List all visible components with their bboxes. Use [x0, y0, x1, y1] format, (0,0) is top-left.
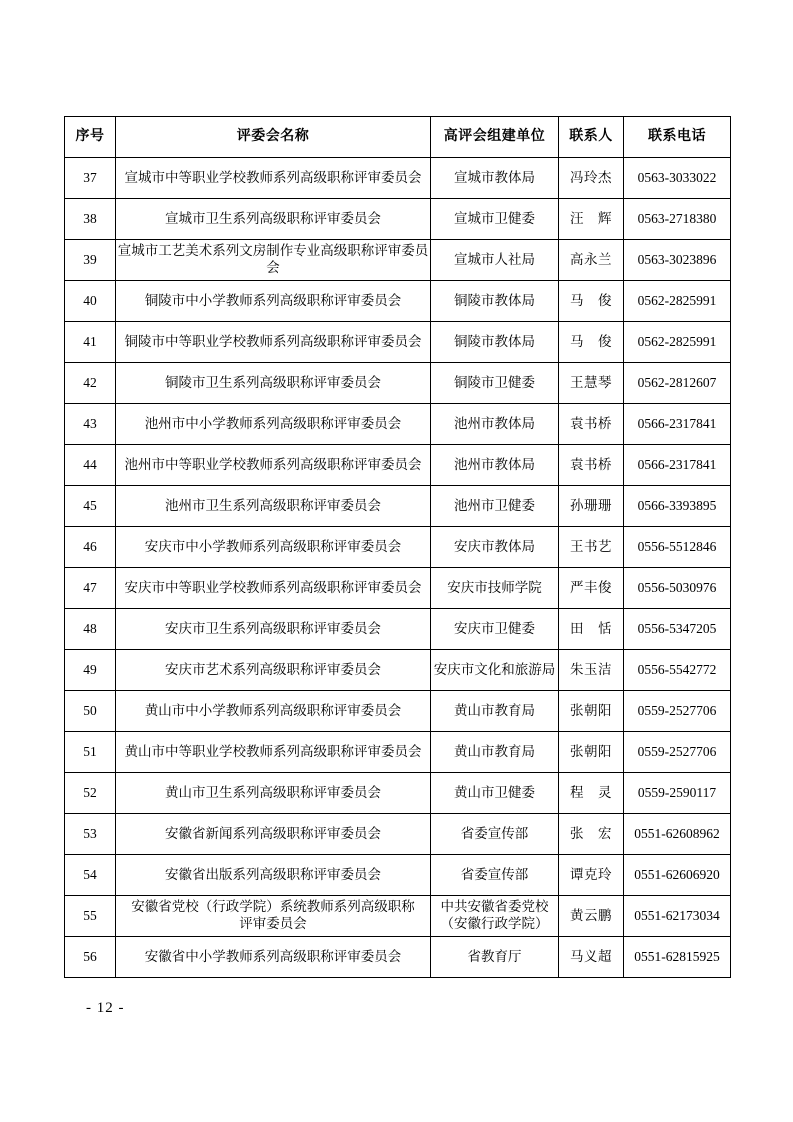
cell-contact-phone: 0562-2825991 — [624, 322, 731, 363]
column-header-person: 联系人 — [559, 117, 624, 158]
cell-contact-person: 谭克玲 — [559, 855, 624, 896]
cell-sequence: 49 — [65, 650, 116, 691]
cell-sequence: 50 — [65, 691, 116, 732]
cell-contact-phone: 0566-2317841 — [624, 445, 731, 486]
cell-contact-person: 汪 辉 — [559, 199, 624, 240]
cell-contact-phone: 0563-2718380 — [624, 199, 731, 240]
cell-organizing-unit: 省委宣传部 — [431, 814, 559, 855]
column-header-unit: 高评会组建单位 — [431, 117, 559, 158]
table-row — [65, 404, 731, 445]
cell-sequence: 54 — [65, 855, 116, 896]
cell-contact-person: 严丰俊 — [559, 568, 624, 609]
cell-contact-phone: 0559-2590117 — [624, 773, 731, 814]
cell-committee-name: 池州市卫生系列高级职称评审委员会 — [116, 486, 431, 527]
cell-organizing-unit: 池州市教体局 — [431, 404, 559, 445]
column-header-name: 评委会名称 — [116, 117, 431, 158]
table-row — [65, 568, 731, 609]
cell-contact-phone: 0566-2317841 — [624, 404, 731, 445]
table-row — [65, 240, 731, 281]
cell-contact-phone: 0551-62606920 — [624, 855, 731, 896]
cell-committee-name: 黄山市中小学教师系列高级职称评审委员会 — [116, 691, 431, 732]
table-row — [65, 199, 731, 240]
cell-contact-person: 张 宏 — [559, 814, 624, 855]
cell-committee-name: 宣城市卫生系列高级职称评审委员会 — [116, 199, 431, 240]
cell-sequence: 39 — [65, 240, 116, 281]
cell-organizing-unit: 省教育厅 — [431, 937, 559, 978]
cell-committee-name: 安庆市卫生系列高级职称评审委员会 — [116, 609, 431, 650]
table-header — [65, 117, 731, 158]
cell-organizing-unit: 省委宣传部 — [431, 855, 559, 896]
cell-committee-name: 安庆市艺术系列高级职称评审委员会 — [116, 650, 431, 691]
table-row — [65, 281, 731, 322]
cell-organizing-unit: 宣城市人社局 — [431, 240, 559, 281]
column-header-phone: 联系电话 — [624, 117, 731, 158]
table-row — [65, 896, 731, 937]
cell-sequence: 37 — [65, 158, 116, 199]
cell-sequence: 45 — [65, 486, 116, 527]
table-row — [65, 773, 731, 814]
cell-sequence: 47 — [65, 568, 116, 609]
cell-contact-phone: 0556-5512846 — [624, 527, 731, 568]
cell-contact-person: 高永兰 — [559, 240, 624, 281]
cell-contact-phone: 0556-5347205 — [624, 609, 731, 650]
cell-committee-name: 安徽省出版系列高级职称评审委员会 — [116, 855, 431, 896]
cell-organizing-unit: 铜陵市教体局 — [431, 322, 559, 363]
cell-organizing-unit: 宣城市卫健委 — [431, 199, 559, 240]
cell-sequence: 42 — [65, 363, 116, 404]
cell-contact-person: 王书艺 — [559, 527, 624, 568]
cell-sequence: 43 — [65, 404, 116, 445]
table-row — [65, 445, 731, 486]
table-header-row — [65, 117, 731, 158]
cell-organizing-unit: 黄山市教育局 — [431, 691, 559, 732]
cell-sequence: 38 — [65, 199, 116, 240]
table-row — [65, 937, 731, 978]
table-body — [65, 158, 731, 978]
cell-contact-phone: 0559-2527706 — [624, 732, 731, 773]
table-row — [65, 814, 731, 855]
cell-contact-person: 袁书桥 — [559, 445, 624, 486]
cell-committee-name: 黄山市中等职业学校教师系列高级职称评审委员会 — [116, 732, 431, 773]
committee-table-wrapper — [64, 116, 730, 978]
cell-sequence: 53 — [65, 814, 116, 855]
cell-committee-name: 黄山市卫生系列高级职称评审委员会 — [116, 773, 431, 814]
table-row — [65, 691, 731, 732]
cell-contact-phone: 0551-62173034 — [624, 896, 731, 937]
cell-contact-person: 张朝阳 — [559, 732, 624, 773]
cell-organizing-unit: 安庆市卫健委 — [431, 609, 559, 650]
cell-committee-name: 铜陵市中等职业学校教师系列高级职称评审委员会 — [116, 322, 431, 363]
cell-contact-person: 冯玲杰 — [559, 158, 624, 199]
table-row — [65, 322, 731, 363]
cell-contact-person: 马 俊 — [559, 322, 624, 363]
cell-organizing-unit: 铜陵市教体局 — [431, 281, 559, 322]
table-row — [65, 650, 731, 691]
cell-committee-name: 铜陵市卫生系列高级职称评审委员会 — [116, 363, 431, 404]
cell-sequence: 44 — [65, 445, 116, 486]
cell-organizing-unit: 宣城市教体局 — [431, 158, 559, 199]
cell-contact-person: 孙珊珊 — [559, 486, 624, 527]
cell-contact-person: 张朝阳 — [559, 691, 624, 732]
cell-committee-name: 池州市中小学教师系列高级职称评审委员会 — [116, 404, 431, 445]
cell-contact-phone: 0559-2527706 — [624, 691, 731, 732]
table-row — [65, 732, 731, 773]
table-row — [65, 363, 731, 404]
cell-contact-phone: 0562-2812607 — [624, 363, 731, 404]
cell-committee-name: 安徽省中小学教师系列高级职称评审委员会 — [116, 937, 431, 978]
cell-contact-phone: 0566-3393895 — [624, 486, 731, 527]
table-row — [65, 527, 731, 568]
cell-organizing-unit: 安庆市技师学院 — [431, 568, 559, 609]
page-number: - 12 - — [86, 1000, 125, 1016]
cell-committee-name: 安徽省党校（行政学院）系统教师系列高级职称 评审委员会 — [116, 896, 431, 937]
cell-contact-phone: 0562-2825991 — [624, 281, 731, 322]
cell-contact-person: 朱玉洁 — [559, 650, 624, 691]
cell-sequence: 48 — [65, 609, 116, 650]
cell-sequence: 46 — [65, 527, 116, 568]
cell-committee-name: 铜陵市中小学教师系列高级职称评审委员会 — [116, 281, 431, 322]
cell-organizing-unit: 安庆市文化和旅游局 — [431, 650, 559, 691]
cell-contact-phone: 0563-3023896 — [624, 240, 731, 281]
cell-committee-name: 池州市中等职业学校教师系列高级职称评审委员会 — [116, 445, 431, 486]
cell-contact-person: 袁书桥 — [559, 404, 624, 445]
cell-contact-person: 程 灵 — [559, 773, 624, 814]
cell-contact-phone: 0563-3033022 — [624, 158, 731, 199]
cell-contact-phone: 0556-5542772 — [624, 650, 731, 691]
cell-committee-name: 宣城市中等职业学校教师系列高级职称评审委员会 — [116, 158, 431, 199]
cell-committee-name: 安庆市中小学教师系列高级职称评审委员会 — [116, 527, 431, 568]
cell-sequence: 55 — [65, 896, 116, 937]
cell-sequence: 56 — [65, 937, 116, 978]
table-row — [65, 486, 731, 527]
cell-sequence: 51 — [65, 732, 116, 773]
cell-contact-person: 马 俊 — [559, 281, 624, 322]
cell-sequence: 40 — [65, 281, 116, 322]
cell-contact-person: 田 恬 — [559, 609, 624, 650]
column-header-seq: 序号 — [65, 117, 116, 158]
cell-committee-name: 安庆市中等职业学校教师系列高级职称评审委员会 — [116, 568, 431, 609]
cell-organizing-unit: 中共安徽省委党校 （安徽行政学院） — [431, 896, 559, 937]
cell-organizing-unit: 安庆市教体局 — [431, 527, 559, 568]
cell-sequence: 52 — [65, 773, 116, 814]
cell-contact-person: 马义超 — [559, 937, 624, 978]
cell-contact-person: 王慧琴 — [559, 363, 624, 404]
cell-committee-name: 宣城市工艺美术系列文房制作专业高级职称评审委员会 — [116, 240, 431, 281]
cell-organizing-unit: 铜陵市卫健委 — [431, 363, 559, 404]
table-row — [65, 855, 731, 896]
cell-committee-name: 安徽省新闻系列高级职称评审委员会 — [116, 814, 431, 855]
cell-contact-phone: 0551-62815925 — [624, 937, 731, 978]
cell-organizing-unit: 黄山市教育局 — [431, 732, 559, 773]
cell-contact-person: 黄云鹏 — [559, 896, 624, 937]
cell-contact-phone: 0556-5030976 — [624, 568, 731, 609]
cell-organizing-unit: 黄山市卫健委 — [431, 773, 559, 814]
cell-organizing-unit: 池州市教体局 — [431, 445, 559, 486]
table-row — [65, 609, 731, 650]
committee-table — [64, 116, 731, 978]
cell-contact-phone: 0551-62608962 — [624, 814, 731, 855]
cell-organizing-unit: 池州市卫健委 — [431, 486, 559, 527]
table-row — [65, 158, 731, 199]
cell-sequence: 41 — [65, 322, 116, 363]
